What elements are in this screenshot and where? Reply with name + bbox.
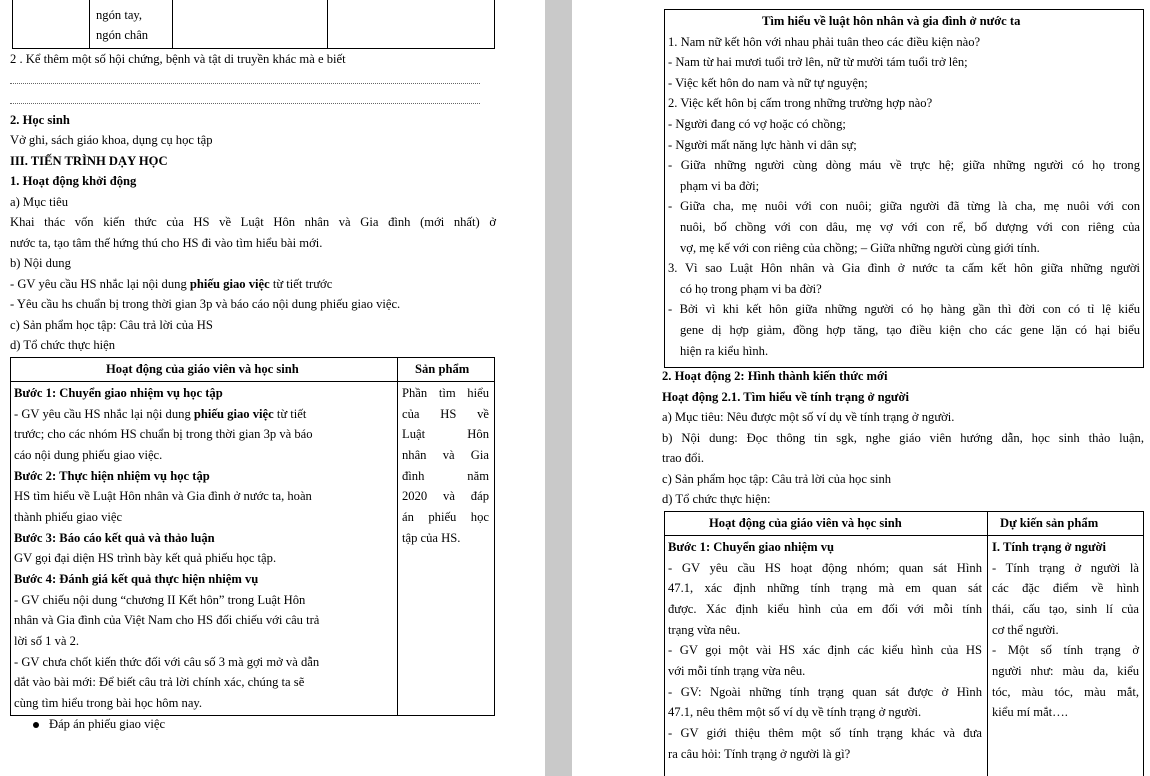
product-text: c) Sản phẩm học tập: Câu trả lời của học sinh bbox=[662, 472, 892, 486]
step-line: nhân và Gia đình của Việt Nam cho HS đối chiếu với câu trả bbox=[14, 613, 320, 627]
answer-key-label: Đáp án phiếu giao việc bbox=[49, 717, 166, 731]
product-cell-line: Phần tìm hiểu bbox=[402, 386, 489, 400]
step-line: cùng tìm hiểu trong bài học hôm nay. bbox=[14, 696, 203, 710]
activity-heading: 1. Hoạt động khởi động bbox=[10, 174, 137, 188]
product-cell-line: các đặc điểm về hình bbox=[992, 581, 1139, 595]
top-table-cell-text: ngón tay, bbox=[96, 8, 143, 22]
step-line: lời số 1 và 2. bbox=[14, 634, 80, 648]
answer-line: nuôi, bố chồng với con dâu, mẹ vợ với con rể, bố dượng với con riêng của bbox=[680, 220, 1140, 234]
product-cell-line: - Một số tính trạng ở bbox=[992, 643, 1139, 657]
product-cell-line: của HS về bbox=[402, 407, 489, 421]
left-page bbox=[0, 0, 545, 776]
step-line: với mỗi tính trạng vừa nêu. bbox=[668, 664, 806, 678]
hoc-sinh-heading: 2. Học sinh bbox=[10, 113, 70, 127]
objective-text: Khai thác vốn kiến thức của HS về Luật Hôn nhân và Gia đình (mới nhất) ở bbox=[10, 215, 496, 229]
step-line: - GV chưa chốt kiến thức đối với câu số 3 mà gợi mở và dẫn bbox=[14, 655, 320, 669]
table-header: Dự kiến sản phẩm bbox=[1000, 516, 1099, 530]
step-line: - GV yêu cầu HS nhắc lại nội dung phiếu giao việc từ tiết bbox=[14, 407, 307, 421]
question-3: có họ trong phạm vi ba đời? bbox=[680, 282, 822, 296]
step-line: - GV yêu cầu HS hoạt động nhóm; quan sát Hình bbox=[668, 561, 982, 575]
step-line: được. Xác định kiểu hình của em đối với mỗi tính bbox=[668, 602, 982, 616]
answer-line: - Giữa những người cùng dòng máu về trực hệ; giữa những người có họ trong bbox=[668, 158, 1140, 172]
step-line: trạng vừa nêu. bbox=[668, 623, 741, 637]
product-cell-line: án phiếu học bbox=[402, 510, 489, 524]
answer-line: vợ, mẹ kế với con riêng của chồng; – Giữa những người cùng giới tính. bbox=[680, 241, 1040, 255]
answer-line: - Người đang có vợ hoặc có chồng; bbox=[668, 117, 846, 131]
product-cell-line: 2020 và đáp bbox=[402, 489, 489, 503]
content-text: b) Nội dung: Đọc thông tin sgk, nghe giáo viên hướng dẫn, học sinh thảo luận, bbox=[662, 431, 1144, 445]
step-line: - GV chiếu nội dung “chương II Kết hôn” trong Luật Hôn bbox=[14, 593, 306, 607]
objective-label: a) Mục tiêu bbox=[10, 195, 69, 209]
table-header: Sản phẩm bbox=[415, 362, 470, 376]
product-cell-line: người như: màu da, kiểu bbox=[992, 664, 1139, 678]
step-heading: Bước 1: Chuyển giao nhiệm vụ bbox=[668, 540, 835, 554]
bullet-icon bbox=[33, 722, 39, 728]
organize-text: d) Tổ chức thực hiện bbox=[10, 338, 116, 352]
objective-text: a) Mục tiêu: Nêu được một số ví dụ về tính trạng ở người. bbox=[662, 410, 955, 424]
product-cell-line: thái, cấu tạo, sinh lí của bbox=[992, 602, 1139, 616]
hoc-sinh-text: Vở ghi, sách giáo khoa, dụng cụ học tập bbox=[10, 133, 213, 147]
answer-line: - Người mất năng lực hành vi dân sự; bbox=[668, 138, 857, 152]
product-cell-line: - Tính trạng ở người là bbox=[992, 561, 1139, 575]
answer-dotted-line bbox=[10, 83, 480, 84]
step-line: - GV: Ngoài những tính trạng quan sát được ở Hình bbox=[668, 685, 982, 699]
answer-line: gene dị hợp giảm, đồng hợp tăng, tạo điều kiện cho các gene lặn có hại biểu bbox=[680, 323, 1140, 337]
step-line: dắt vào bài mới: Để biết câu trả lời chính xác, chúng ta sẽ bbox=[14, 675, 305, 689]
answer-line: - Việc kết hôn do nam và nữ tự nguyện; bbox=[668, 76, 868, 90]
page-gutter bbox=[545, 0, 572, 776]
right-page bbox=[572, 0, 1150, 776]
step-heading: Bước 3: Báo cáo kết quả và thảo luận bbox=[14, 531, 215, 545]
answer-line: phạm vi ba đời; bbox=[680, 179, 760, 193]
content-text: trao đổi. bbox=[662, 451, 704, 465]
step-heading: Bước 2: Thực hiện nhiệm vụ học tập bbox=[14, 469, 210, 483]
content-line: - Yêu cầu hs chuẩn bị trong thời gian 3p và báo cáo nội dung phiếu giao việc. bbox=[10, 297, 401, 311]
step-line: thành phiếu giao việc bbox=[14, 510, 123, 524]
product-text: c) Sản phẩm học tập: Câu trả lời của HS bbox=[10, 318, 213, 332]
step-heading: Bước 4: Đánh giá kết quả thực hiện nhiệm vụ bbox=[14, 572, 259, 586]
question-2: 2 . Kể thêm một số hội chứng, bệnh và tật di truyền khác mà e biết bbox=[10, 52, 346, 66]
task-sheet-title: Tìm hiểu về luật hôn nhân và gia đình ở nước ta bbox=[762, 14, 1021, 28]
step-line: ra câu hỏi: Tính trạng ở người là gì? bbox=[668, 747, 851, 761]
question-1: 1. Nam nữ kết hôn với nhau phải tuân theo các điều kiện nào? bbox=[668, 35, 981, 49]
product-cell-line: nhân và Gia bbox=[402, 448, 489, 462]
activity-subheading: Hoạt động 2.1. Tìm hiểu về tính trạng ở người bbox=[662, 390, 909, 404]
content-label: b) Nội dung bbox=[10, 256, 71, 270]
product-cell-line: kiểu mí mắt…. bbox=[992, 705, 1068, 719]
activity-heading: 2. Hoạt động 2: Hình thành kiến thức mới bbox=[662, 369, 888, 383]
top-table-cell-text: ngón chân bbox=[96, 28, 149, 42]
answer-dotted-line bbox=[10, 103, 480, 104]
question-2: 2. Việc kết hôn bị cấm trong những trường hợp nào? bbox=[668, 96, 933, 110]
product-cell-line: tập của HS. bbox=[402, 531, 461, 545]
table-header: Hoạt động của giáo viên và học sinh bbox=[106, 362, 299, 376]
answer-line: - Nam từ hai mươi tuổi trở lên, nữ từ mười tám tuổi trở lên; bbox=[668, 55, 968, 69]
step-line: trước; cho các nhóm HS chuẩn bị trong thời gian 3p và báo bbox=[14, 427, 313, 441]
step-line: - GV gọi một vài HS xác định các kiểu hình của HS bbox=[668, 643, 982, 657]
step-line: GV gọi đại diện HS trình bày kết quả phiếu học tập. bbox=[14, 551, 277, 565]
product-heading: I. Tính trạng ở người bbox=[992, 540, 1107, 554]
table-header: Hoạt động của giáo viên và học sinh bbox=[709, 516, 902, 530]
product-cell-line: cơ thể người. bbox=[992, 623, 1059, 637]
product-cell-line: Luật Hôn bbox=[402, 427, 489, 441]
step-line: HS tìm hiểu về Luật Hôn nhân và Gia đình ở nước ta, hoàn bbox=[14, 489, 312, 503]
organize-text: d) Tổ chức thực hiện: bbox=[662, 492, 771, 506]
answer-line: hiện ra kiểu hình. bbox=[680, 344, 769, 358]
step-heading: Bước 1: Chuyển giao nhiệm vụ học tập bbox=[14, 386, 223, 400]
answer-line: - Giữa cha, mẹ nuôi với con nuôi; giữa người đã từng là cha, mẹ nuôi với con bbox=[668, 199, 1140, 213]
step-line: - GV giới thiệu thêm một số tính trạng khác và đưa bbox=[668, 726, 982, 740]
product-cell-line: đình năm bbox=[402, 469, 489, 483]
section-heading: III. TIẾN TRÌNH DẠY HỌC bbox=[10, 154, 168, 168]
step-line: 47.1, xác định những tính trạng mà em quan sát bbox=[668, 581, 982, 595]
product-cell-line: tóc, màu tóc, màu mắt, bbox=[992, 685, 1139, 699]
content-line: - GV yêu cầu HS nhắc lại nội dung phiếu giao việc từ tiết trước bbox=[10, 277, 333, 291]
step-line: 47.1, nêu thêm một số ví dụ về tính trạng ở người. bbox=[668, 705, 922, 719]
objective-text: nước ta, tạo tâm thế hứng thú cho HS đi vào tìm hiểu bài mới. bbox=[10, 236, 323, 250]
question-3: 3. Vì sao Luật Hôn nhân và Gia đình ở nước ta cấm kết hôn giữa những người bbox=[668, 261, 1140, 275]
answer-line: - Bởi vì khi kết hôn giữa những người có họ hàng gần thì đời con có tỉ lệ kiểu bbox=[668, 302, 1140, 316]
step-line: cáo nội dung phiếu giao việc. bbox=[14, 448, 163, 462]
